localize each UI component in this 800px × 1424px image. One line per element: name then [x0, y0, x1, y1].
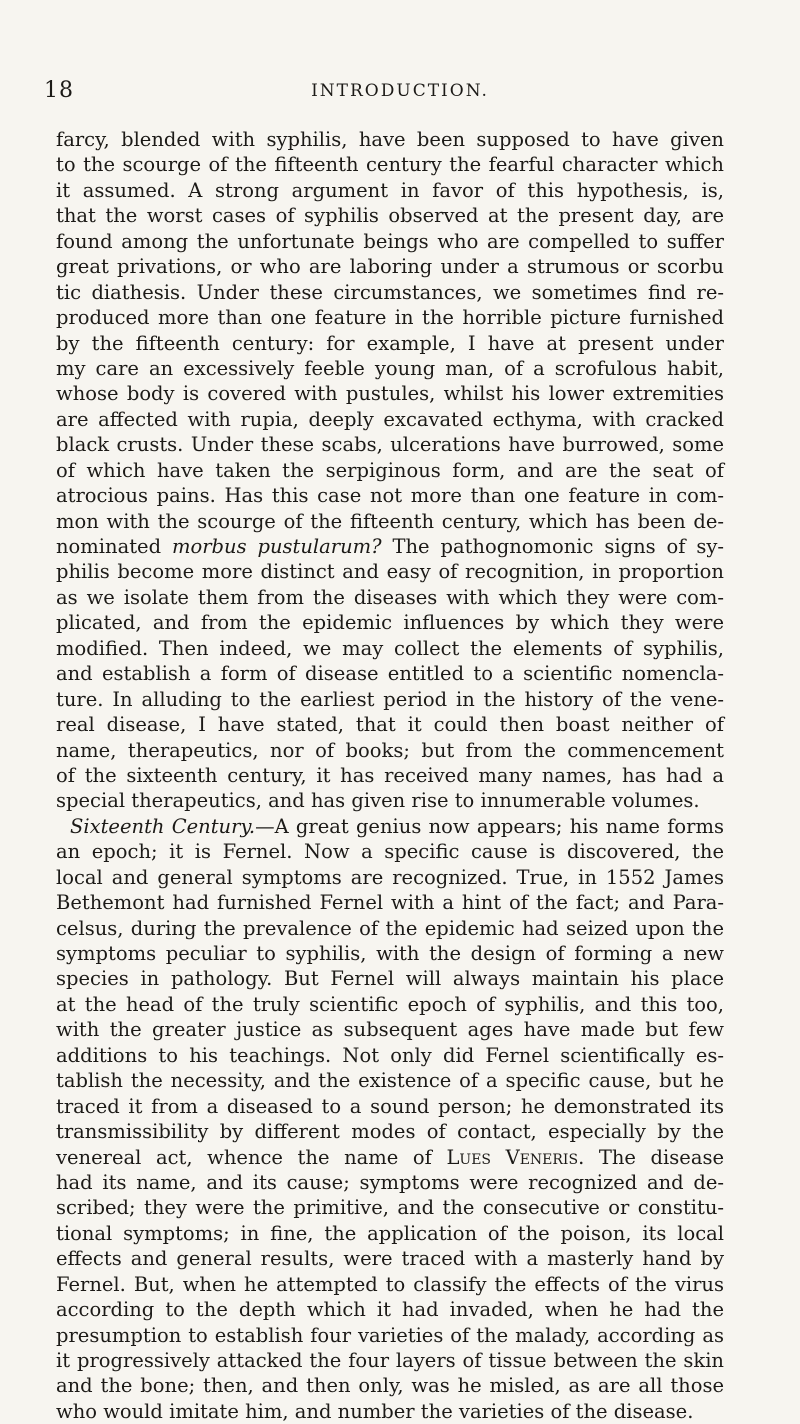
running-head: [44, 78, 756, 108]
text-line: that the worst cases of syphilis observed at the present day, are: [56, 204, 724, 228]
text-line: and establish a form of disease entitled to a scientific nomencla-: [56, 662, 724, 686]
text-line: tional symptoms; in fine, the application of the poison, its local: [56, 1221, 724, 1245]
text-line: produced more than one feature in the horrible picture furnished: [56, 306, 724, 330]
text-line: venereal act, whence the name of Lues Veneris. The disease: [56, 1145, 724, 1169]
text-line: Bethemont had furnished Fernel with a hint of the fact; and Para-: [56, 891, 724, 915]
text-line: of the sixteenth century, it has received many names, has had a: [56, 763, 724, 787]
text-line: additions to his teachings. Not only did Fernel scientifically es-: [56, 1043, 724, 1067]
text-line: whose body is covered with pustules, whilst his lower extremities: [56, 382, 724, 406]
text-line: modified. Then indeed, we may collect the elements of syphilis,: [56, 636, 724, 660]
text-line: species in pathology. But Fernel will always maintain his place: [56, 967, 724, 991]
text-line: presumption to establish four varieties of the malady, according as: [56, 1323, 724, 1347]
text-line: are affected with rupia, deeply excavated ecthyma, with cracked: [56, 407, 724, 431]
text-line: special therapeutics, and has given rise to innumerable volumes.: [56, 789, 700, 813]
text-line: black crusts. Under these scabs, ulcerations have burrowed, some: [56, 433, 724, 457]
text-line: farcy, blended with syphilis, have been supposed to have given: [56, 128, 724, 151]
text-line: tablish the necessity, and the existence of a specific cause, but he: [56, 1069, 724, 1093]
text-line: of which have taken the serpiginous form, and are the seat of: [56, 458, 724, 482]
text-line: traced it from a diseased to a sound person; he demonstrated its: [56, 1094, 724, 1118]
small-caps-phrase: Lues Veneris: [446, 1145, 579, 1169]
text-line: Fernel. But, when he attempted to classify the effects of the virus: [56, 1272, 724, 1296]
running-head-title: INTRODUCTION.: [311, 81, 489, 101]
text-line: with the greater justice as subsequent ages have made but few: [56, 1018, 724, 1042]
text-line: mon with the scourge of the fifteenth century, which has been de-: [56, 509, 724, 533]
text-line: symptoms peculiar to syphilis, with the design of forming a new: [56, 942, 724, 965]
text-line: real disease, I have stated, that it could then boast neither of: [56, 713, 724, 737]
text-line: an epoch; it is Fernel. Now a specific cause is discovered, the: [56, 840, 724, 864]
text-line: philis become more distinct and easy of recognition, in proportion: [56, 560, 724, 584]
text-line: as we isolate them from the diseases with which they were com-: [56, 585, 724, 609]
text-line: by the fifteenth century: for example, I have at present under: [56, 331, 724, 355]
text-line: atrocious pains. Has this case not more than one feature in com-: [56, 484, 724, 508]
body-text: [56, 127, 724, 1424]
text-line: and the bone; then, and then only, was he misled, as are all those: [56, 1374, 724, 1398]
text-line: celsus, during the prevalence of the epidemic had seized upon the: [56, 916, 724, 940]
text-line: nominated morbus pustularum? The pathognomonic signs of sy-: [56, 535, 724, 558]
italic-phrase: morbus pustularum?: [171, 535, 382, 558]
text-line: it progressively attacked the four layers of tissue between the skin: [56, 1349, 724, 1372]
text-line: plicated, and from the epidemic influences by which they were: [56, 611, 724, 635]
text-line: according to the depth which it had invaded, when he had the: [56, 1298, 724, 1322]
text-line: who would imitate him, and number the varieties of the disease.: [56, 1399, 694, 1423]
text-line: name, therapeutics, nor of books; but from the commencement: [56, 738, 724, 762]
text-line: had its name, and its cause; symptoms were recognized and de-: [56, 1170, 724, 1194]
page-number: 18: [44, 78, 74, 103]
text-line: ture. In alluding to the earliest period in the history of the vene-: [56, 687, 724, 711]
text-line: great privations, or who are laboring under a strumous or scorbu: [56, 255, 724, 279]
italic-phrase: Sixteenth Century.: [70, 814, 256, 838]
text-line: Sixteenth Century.—A great genius now appears; his name forms: [70, 814, 724, 838]
text-line: scribed; they were the primitive, and the consecutive or constitu-: [56, 1196, 724, 1220]
text-line: my care an excessively feeble young man, of a scrofulous habit,: [56, 356, 724, 380]
text-line: transmissibility by different modes of contact, especially by the: [56, 1120, 724, 1144]
text-line: local and general symptoms are recognized. True, in 1552 James: [56, 865, 724, 889]
text-line: tic diathesis. Under these circumstances, we sometimes find re-: [56, 280, 724, 304]
text-line: at the head of the truly scientific epoch of syphilis, and this too,: [56, 992, 724, 1016]
text-line: to the scourge of the fifteenth century the fearful character which: [56, 153, 724, 177]
text-line: it assumed. A strong argument in favor of this hypothesis, is,: [56, 178, 724, 202]
text-line: effects and general results, were traced with a masterly hand by: [56, 1247, 724, 1271]
text-line: found among the unfortunate beings who are compelled to suffer: [56, 229, 724, 253]
